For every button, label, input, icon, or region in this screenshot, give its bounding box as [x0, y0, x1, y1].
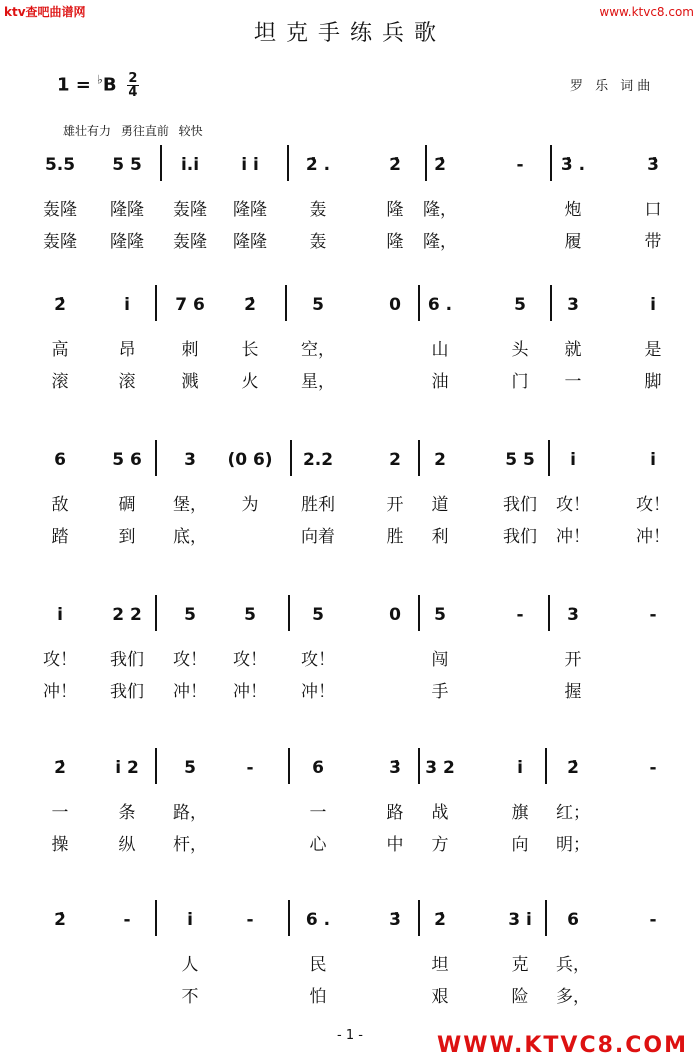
lyric: 是	[644, 340, 662, 360]
bar-line	[290, 440, 292, 476]
note: 5	[184, 605, 196, 625]
note: 2̇	[434, 155, 446, 175]
lyric: 冲！	[636, 527, 670, 547]
lyric: 到	[118, 527, 136, 547]
note: -	[246, 758, 254, 778]
lyric: 向	[511, 835, 529, 855]
note: i	[650, 295, 656, 315]
lyric: 开	[564, 650, 582, 670]
lyric: 轰隆	[173, 232, 207, 252]
note: i	[570, 450, 576, 470]
lyric: 隆，	[423, 200, 457, 220]
lyric: 克	[511, 955, 529, 975]
lyric: 轰	[309, 232, 327, 252]
lyric: 攻！	[556, 495, 590, 515]
note: 6 .	[427, 295, 453, 315]
lyric: 利	[431, 527, 449, 547]
bar-line	[288, 748, 290, 784]
time-signature	[127, 72, 139, 99]
note: 2̇	[54, 295, 66, 315]
lyric: 攻！	[301, 650, 335, 670]
note: 7 6	[175, 295, 205, 315]
lyric: 战	[431, 803, 449, 823]
lyric: 开	[386, 495, 404, 515]
lyric: 刺	[181, 340, 199, 360]
lyric: 炮	[564, 200, 582, 220]
lyric: 隆隆	[110, 200, 144, 220]
lyric: 冲！	[233, 682, 267, 702]
lyric: 纵	[118, 835, 136, 855]
note: 3 2	[425, 758, 455, 778]
bar-line	[155, 595, 157, 631]
bar-line	[418, 440, 420, 476]
lyric: 民	[309, 955, 327, 975]
lyric: 手	[431, 682, 449, 702]
lyric: 路，	[173, 803, 207, 823]
lyric: 轰隆	[43, 200, 77, 220]
lyric: 门	[511, 372, 529, 392]
lyric: 条	[118, 803, 136, 823]
flat-sign: ♭	[97, 72, 103, 87]
note: -	[123, 910, 131, 930]
lyric: 头	[511, 340, 529, 360]
note: 2̇ .	[305, 155, 331, 175]
lyric: 山	[431, 340, 449, 360]
lyric: 堡，	[173, 495, 207, 515]
note: 5	[434, 605, 446, 625]
note: (0 6)	[227, 450, 273, 470]
lyric: 碉	[118, 495, 136, 515]
lyric: 脚	[644, 372, 662, 392]
lyric: 艰	[431, 987, 449, 1007]
note: i	[124, 295, 130, 315]
lyric: 胜	[386, 527, 404, 547]
lyric: 冲！	[173, 682, 207, 702]
lyric: 隆	[386, 232, 404, 252]
watermark-bottom: WWW.KTVC8.COM	[437, 1033, 688, 1058]
lyric: 就	[564, 340, 582, 360]
note: 2.2	[302, 450, 334, 470]
lyric: 旗	[511, 803, 529, 823]
note: 5	[312, 605, 324, 625]
lyric: 冲！	[43, 682, 77, 702]
watermark-top-right: www.ktvc8.com	[599, 5, 694, 19]
note: -	[649, 605, 657, 625]
lyric: 底，	[173, 527, 207, 547]
page-number: - 1 -	[337, 1028, 363, 1043]
lyric: 隆隆	[110, 232, 144, 252]
lyric: 为	[241, 495, 259, 515]
lyric: 险	[511, 987, 529, 1007]
note: -	[649, 758, 657, 778]
bar-line	[418, 285, 420, 321]
note: i.i	[180, 155, 200, 175]
lyric: 攻！	[173, 650, 207, 670]
note: 3̇	[389, 910, 401, 930]
lyric: 轰隆	[43, 232, 77, 252]
lyric: 攻！	[636, 495, 670, 515]
note: 6	[54, 450, 66, 470]
lyric: 昂	[118, 340, 136, 360]
note: -	[516, 155, 524, 175]
note: 6	[567, 910, 579, 930]
lyric: 我们	[110, 650, 144, 670]
note: i i	[241, 155, 259, 175]
note: i	[57, 605, 63, 625]
note: 2	[434, 450, 446, 470]
key-signature	[57, 72, 139, 99]
lyric: 滚	[51, 372, 69, 392]
lyric: 隆	[386, 200, 404, 220]
note: 3̇ .	[560, 155, 586, 175]
note: -	[649, 910, 657, 930]
lyric: 怕	[309, 987, 327, 1007]
note: 5	[312, 295, 324, 315]
note: 3̇	[389, 758, 401, 778]
bar-line	[425, 145, 427, 181]
note: 6	[312, 758, 324, 778]
lyric: 攻！	[233, 650, 267, 670]
watermark-top-left: ktv查吧曲谱网	[4, 5, 86, 19]
bar-line	[155, 900, 157, 936]
lyric: 履	[564, 232, 582, 252]
key-prefix: 1 =	[57, 74, 91, 96]
lyric: 坦	[431, 955, 449, 975]
lyric: 一	[564, 372, 582, 392]
note: 2̇	[54, 758, 66, 778]
lyric: 高	[51, 340, 69, 360]
note: 3	[567, 295, 579, 315]
lyric: 敌	[51, 495, 69, 515]
lyric: 轰	[309, 200, 327, 220]
note: 5	[184, 758, 196, 778]
note: 2̇	[567, 758, 579, 778]
lyric: 多，	[556, 987, 590, 1007]
note: 3	[184, 450, 196, 470]
note: i	[187, 910, 193, 930]
lyric: 滚	[118, 372, 136, 392]
lyric: 兵，	[556, 955, 590, 975]
bar-line	[288, 595, 290, 631]
note: 3	[567, 605, 579, 625]
lyric: 杆，	[173, 835, 207, 855]
song-title: 坦克手练兵歌	[253, 21, 446, 46]
tempo-marking: 雄壮有力 勇往直前 较快	[63, 124, 203, 138]
note: 2̇	[54, 910, 66, 930]
lyric: 红；	[556, 803, 590, 823]
lyric: 带	[644, 232, 662, 252]
bar-line	[548, 595, 550, 631]
note: 2 2	[112, 605, 142, 625]
bar-line	[287, 145, 289, 181]
bar-line	[155, 440, 157, 476]
bar-line	[545, 900, 547, 936]
bar-line	[160, 145, 162, 181]
lyric: 向着	[301, 527, 335, 547]
note: i	[517, 758, 523, 778]
bar-line	[155, 285, 157, 321]
time-numerator: 2	[128, 71, 138, 86]
lyric: 隆隆	[233, 232, 267, 252]
note: 6 .	[305, 910, 331, 930]
credit: 罗 乐 词曲	[570, 79, 655, 94]
lyric: 握	[564, 682, 582, 702]
lyric: 一	[309, 803, 327, 823]
note: 0	[389, 295, 401, 315]
lyric: 长	[241, 340, 259, 360]
lyric: 踏	[51, 527, 69, 547]
bar-line	[285, 285, 287, 321]
bar-line	[548, 440, 550, 476]
note: 2̇	[434, 910, 446, 930]
lyric: 星，	[301, 372, 335, 392]
note: 5	[244, 605, 256, 625]
time-denominator: 4	[128, 85, 138, 100]
lyric: 溅	[181, 372, 199, 392]
note: i 2	[115, 758, 139, 778]
lyric: 人	[181, 955, 199, 975]
bar-line	[545, 748, 547, 784]
note: 0	[389, 605, 401, 625]
lyric: 一	[51, 803, 69, 823]
lyric: 胜利	[301, 495, 335, 515]
lyric: 不	[181, 987, 199, 1007]
bar-line	[418, 595, 420, 631]
bar-line	[418, 900, 420, 936]
bar-line	[550, 145, 552, 181]
lyric: 我们	[503, 527, 537, 547]
lyric: 口	[644, 200, 662, 220]
lyric: 心	[309, 835, 327, 855]
note: i	[650, 450, 656, 470]
lyric: 油	[431, 372, 449, 392]
lyric: 火	[241, 372, 259, 392]
lyric: 路	[386, 803, 404, 823]
key-note: B	[102, 74, 117, 96]
note: -	[516, 605, 524, 625]
lyric: 冲！	[301, 682, 335, 702]
note: 3̇	[647, 155, 659, 175]
note: -	[246, 910, 254, 930]
lyric: 我们	[110, 682, 144, 702]
lyric: 中	[386, 835, 404, 855]
lyric: 道	[431, 495, 449, 515]
note: 2̇	[389, 155, 401, 175]
lyric: 操	[51, 835, 69, 855]
note: 5 5	[112, 155, 142, 175]
note: 5 5	[505, 450, 535, 470]
lyric: 闯	[431, 650, 449, 670]
bar-line	[550, 285, 552, 321]
bar-line	[155, 748, 157, 784]
lyric: 空，	[301, 340, 335, 360]
note: 5	[514, 295, 526, 315]
note: 3 i	[508, 910, 532, 930]
lyric: 方	[431, 835, 449, 855]
bar-line	[418, 748, 420, 784]
note: 5 6	[112, 450, 142, 470]
lyric: 明；	[556, 835, 590, 855]
note: 2	[389, 450, 401, 470]
lyric: 冲！	[556, 527, 590, 547]
note: 5.5	[44, 155, 76, 175]
lyric: 我们	[503, 495, 537, 515]
lyric: 攻！	[43, 650, 77, 670]
note: 2̇	[244, 295, 256, 315]
lyric: 轰隆	[173, 200, 207, 220]
lyric: 隆隆	[233, 200, 267, 220]
lyric: 隆，	[423, 232, 457, 252]
bar-line	[288, 900, 290, 936]
